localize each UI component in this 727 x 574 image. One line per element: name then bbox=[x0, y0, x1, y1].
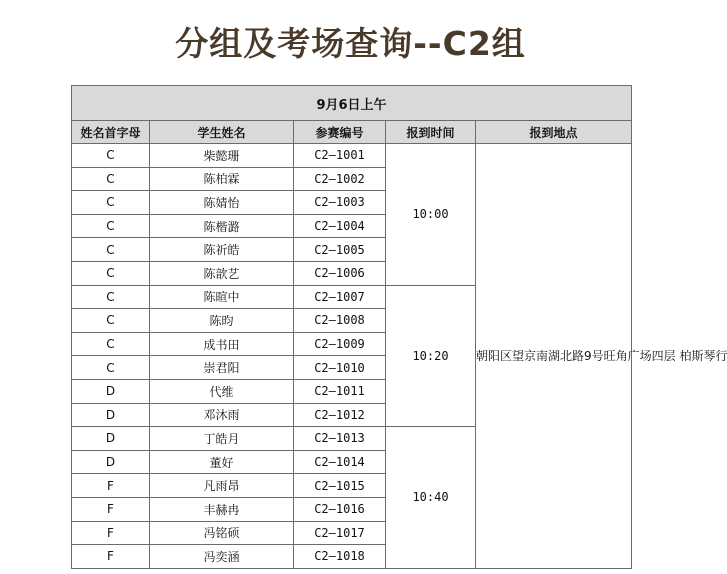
time-cell: 10:00 bbox=[386, 144, 476, 286]
entry-id-cell: C2—1010 bbox=[294, 356, 386, 380]
page-title: 分组及考场查询--C2组 bbox=[175, 24, 526, 63]
initial-cell: C bbox=[72, 191, 150, 215]
entry-id-cell: C2—1012 bbox=[294, 403, 386, 427]
entry-id-cell: C2—1016 bbox=[294, 497, 386, 521]
student-name-cell: 代维 bbox=[150, 379, 294, 403]
student-name-cell: 陈歆艺 bbox=[150, 261, 294, 285]
entry-id-cell: C2—1014 bbox=[294, 450, 386, 474]
column-header-location: 报到地点 bbox=[476, 121, 632, 144]
session-row bbox=[72, 86, 632, 121]
entry-id-cell: C2—1003 bbox=[294, 191, 386, 215]
entry-id-cell: C2—1008 bbox=[294, 309, 386, 333]
entry-id-cell: C2—1013 bbox=[294, 427, 386, 451]
student-name-cell: 冯奕涵 bbox=[150, 545, 294, 569]
student-name-cell: 丰赫冉 bbox=[150, 497, 294, 521]
student-name-cell: 陈楷潞 bbox=[150, 214, 294, 238]
entry-id-cell: C2—1006 bbox=[294, 261, 386, 285]
initial-cell: C bbox=[72, 285, 150, 309]
student-name-cell: 陈暄中 bbox=[150, 285, 294, 309]
initial-cell: C bbox=[72, 144, 150, 168]
student-name-cell: 柴懿珊 bbox=[150, 144, 294, 168]
initial-cell: C bbox=[72, 214, 150, 238]
entry-id-cell: C2—1001 bbox=[294, 144, 386, 168]
initial-cell: C bbox=[72, 356, 150, 380]
entry-id-cell: C2—1002 bbox=[294, 167, 386, 191]
initial-cell: D bbox=[72, 403, 150, 427]
student-name-cell: 丁皓月 bbox=[150, 427, 294, 451]
entry-id-cell: C2—1015 bbox=[294, 474, 386, 498]
initial-cell: D bbox=[72, 379, 150, 403]
time-cell: 10:20 bbox=[386, 285, 476, 427]
initial-cell: C bbox=[72, 261, 150, 285]
student-name-cell: 冯铭硕 bbox=[150, 521, 294, 545]
column-header-initial: 姓名首字母 bbox=[72, 121, 150, 144]
initial-cell: D bbox=[72, 450, 150, 474]
initial-cell: F bbox=[72, 521, 150, 545]
initial-cell: D bbox=[72, 427, 150, 451]
location-cell: 朝阳区望京南湖北路9号旺角广场四层 柏斯琴行 bbox=[476, 144, 632, 569]
initial-cell: F bbox=[72, 497, 150, 521]
initial-cell: C bbox=[72, 332, 150, 356]
time-cell: 10:40 bbox=[386, 427, 476, 569]
initial-cell: F bbox=[72, 545, 150, 569]
student-name-cell: 崇君阳 bbox=[150, 356, 294, 380]
student-name-cell: 陈昀 bbox=[150, 309, 294, 333]
student-name-cell: 陈祈皓 bbox=[150, 238, 294, 262]
student-name-cell: 董好 bbox=[150, 450, 294, 474]
student-name-cell: 成书田 bbox=[150, 332, 294, 356]
initial-cell: C bbox=[72, 167, 150, 191]
student-name-cell: 凡雨昂 bbox=[150, 474, 294, 498]
initial-cell: F bbox=[72, 474, 150, 498]
column-header-id: 参赛编号 bbox=[294, 121, 386, 144]
column-header-name: 学生姓名 bbox=[150, 121, 294, 144]
entry-id-cell: C2—1018 bbox=[294, 545, 386, 569]
column-header-time: 报到时间 bbox=[386, 121, 476, 144]
student-name-cell: 陈婧怡 bbox=[150, 191, 294, 215]
student-name-cell: 陈柏霖 bbox=[150, 167, 294, 191]
table-row bbox=[72, 144, 632, 168]
entry-id-cell: C2—1007 bbox=[294, 285, 386, 309]
table-header-row bbox=[72, 121, 632, 144]
schedule-table bbox=[71, 85, 727, 569]
entry-id-cell: C2—1005 bbox=[294, 238, 386, 262]
initial-cell: C bbox=[72, 309, 150, 333]
entry-id-cell: C2—1009 bbox=[294, 332, 386, 356]
entry-id-cell: C2—1017 bbox=[294, 521, 386, 545]
entry-id-cell: C2—1011 bbox=[294, 379, 386, 403]
entry-id-cell: C2—1004 bbox=[294, 214, 386, 238]
initial-cell: C bbox=[72, 238, 150, 262]
session-heading: 9月6日上午 bbox=[72, 86, 632, 121]
student-name-cell: 邓沐雨 bbox=[150, 403, 294, 427]
